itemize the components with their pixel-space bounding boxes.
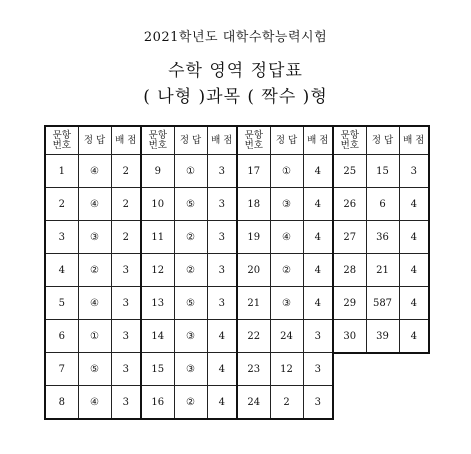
answer-block-1	[44, 125, 142, 420]
table-row	[141, 320, 237, 353]
table-row	[333, 320, 429, 354]
header-row	[141, 126, 237, 155]
points-cell: 3	[303, 386, 333, 420]
answer-cell: ②	[174, 386, 207, 420]
table-row	[237, 254, 333, 287]
answer-block-4	[332, 125, 430, 354]
table-row	[45, 254, 141, 287]
answer-cell: ②	[174, 221, 207, 254]
points-cell: 4	[399, 221, 429, 254]
answer-cell: ②	[270, 254, 303, 287]
answer-cell: ①	[174, 155, 207, 188]
question-number-cell: 21	[237, 287, 270, 320]
answer-header: 정 답	[174, 126, 207, 155]
points-cell: 3	[111, 254, 141, 287]
question-number-cell: 9	[141, 155, 174, 188]
answer-block-3	[236, 125, 334, 420]
points-cell: 3	[303, 320, 333, 353]
question-number-cell: 13	[141, 287, 174, 320]
points-header: 배 점	[207, 126, 237, 155]
header-row	[237, 126, 333, 155]
answer-block-2	[140, 125, 238, 420]
table-row	[237, 221, 333, 254]
answer-header: 정 답	[78, 126, 111, 155]
table-row	[45, 353, 141, 386]
question-number-header: 문항 번호	[141, 126, 174, 155]
answer-cell: ④	[270, 221, 303, 254]
points-cell: 4	[303, 254, 333, 287]
question-number-cell: 27	[333, 221, 366, 254]
answer-cell: 587	[366, 287, 399, 320]
question-number-cell: 8	[45, 386, 78, 420]
points-cell: 4	[207, 386, 237, 420]
question-number-header: 문항 번호	[237, 126, 270, 155]
question-number-cell: 23	[237, 353, 270, 386]
question-number-cell: 17	[237, 155, 270, 188]
question-number-cell: 22	[237, 320, 270, 353]
question-number-header: 문항 번호	[333, 126, 366, 155]
table-row	[45, 221, 141, 254]
question-number-cell: 16	[141, 386, 174, 420]
points-cell: 4	[399, 254, 429, 287]
answer-cell: ④	[78, 287, 111, 320]
table-row	[45, 320, 141, 353]
answer-header: 정 답	[366, 126, 399, 155]
answer-cell: 15	[366, 155, 399, 188]
table-row	[45, 386, 141, 420]
points-cell: 3	[207, 221, 237, 254]
points-header: 배 점	[111, 126, 141, 155]
points-cell: 3	[303, 353, 333, 386]
answer-cell: ①	[270, 155, 303, 188]
points-cell: 3	[111, 287, 141, 320]
points-header: 배 점	[303, 126, 333, 155]
question-number-cell: 15	[141, 353, 174, 386]
answer-cell: ③	[174, 353, 207, 386]
subject-type-title: ( 나형 )과목 ( 짝수 )형	[143, 87, 328, 107]
question-number-cell: 2	[45, 188, 78, 221]
question-number-cell: 1	[45, 155, 78, 188]
table-row	[237, 287, 333, 320]
answer-cell: ③	[270, 287, 303, 320]
table-row	[333, 221, 429, 254]
table-row	[141, 287, 237, 320]
answer-cell: ①	[78, 320, 111, 353]
answer-cell: ③	[174, 320, 207, 353]
answer-cell: ②	[78, 254, 111, 287]
points-header: 배 점	[399, 126, 429, 155]
question-number-cell: 12	[141, 254, 174, 287]
table-row	[237, 188, 333, 221]
exam-year-title: 2021학년도 대학수학능력시험	[143, 30, 328, 45]
table-row	[141, 155, 237, 188]
answer-cell: ②	[174, 254, 207, 287]
answer-cell: ③	[78, 221, 111, 254]
points-cell: 3	[111, 386, 141, 420]
points-cell: 4	[303, 188, 333, 221]
table-row	[333, 254, 429, 287]
points-cell: 4	[207, 353, 237, 386]
question-number-cell: 29	[333, 287, 366, 320]
question-number-cell: 10	[141, 188, 174, 221]
points-cell: 4	[303, 221, 333, 254]
table-row	[237, 353, 333, 386]
question-number-header: 문항 번호	[45, 126, 78, 155]
answer-cell: ⑤	[174, 287, 207, 320]
header-row	[45, 126, 141, 155]
points-cell: 3	[207, 155, 237, 188]
answer-cell: 2	[270, 386, 303, 420]
answer-cell: 21	[366, 254, 399, 287]
question-number-cell: 3	[45, 221, 78, 254]
table-row	[45, 287, 141, 320]
question-number-cell: 4	[45, 254, 78, 287]
question-number-cell: 20	[237, 254, 270, 287]
table-row	[237, 155, 333, 188]
question-number-cell: 30	[333, 320, 366, 354]
table-row	[237, 386, 333, 420]
points-cell: 4	[303, 155, 333, 188]
table-row	[333, 287, 429, 320]
table-row	[141, 221, 237, 254]
answer-key-title: 수학 영역 정답표	[168, 61, 303, 81]
question-number-cell: 25	[333, 155, 366, 188]
question-number-cell: 5	[45, 287, 78, 320]
answer-cell: 6	[366, 188, 399, 221]
question-number-cell: 18	[237, 188, 270, 221]
answer-cell: ④	[78, 386, 111, 420]
question-number-cell: 14	[141, 320, 174, 353]
table-row	[45, 188, 141, 221]
table-row	[45, 155, 141, 188]
answer-cell: ④	[78, 188, 111, 221]
points-cell: 3	[207, 188, 237, 221]
table-row	[141, 386, 237, 420]
answer-cell: 12	[270, 353, 303, 386]
points-cell: 2	[111, 221, 141, 254]
table-row	[237, 320, 333, 353]
table-row	[141, 254, 237, 287]
points-cell: 2	[111, 155, 141, 188]
question-number-cell: 7	[45, 353, 78, 386]
points-cell: 4	[399, 287, 429, 320]
question-number-cell: 26	[333, 188, 366, 221]
points-cell: 3	[207, 254, 237, 287]
question-number-cell: 19	[237, 221, 270, 254]
answer-cell: ③	[270, 188, 303, 221]
answer-cell: ④	[78, 155, 111, 188]
answer-cell: 39	[366, 320, 399, 354]
points-cell: 2	[111, 188, 141, 221]
points-cell: 3	[399, 155, 429, 188]
table-row	[333, 188, 429, 221]
answer-cell: ⑤	[78, 353, 111, 386]
points-cell: 4	[303, 287, 333, 320]
header-row	[333, 126, 429, 155]
points-cell: 4	[399, 320, 429, 354]
answer-cell: 24	[270, 320, 303, 353]
table-row	[333, 155, 429, 188]
answer-cell: ⑤	[174, 188, 207, 221]
question-number-cell: 28	[333, 254, 366, 287]
points-cell: 3	[207, 287, 237, 320]
points-cell: 3	[111, 353, 141, 386]
table-row	[141, 353, 237, 386]
question-number-cell: 24	[237, 386, 270, 420]
question-number-cell: 11	[141, 221, 174, 254]
points-cell: 3	[111, 320, 141, 353]
answer-cell: 36	[366, 221, 399, 254]
points-cell: 4	[399, 188, 429, 221]
question-number-cell: 6	[45, 320, 78, 353]
points-cell: 4	[207, 320, 237, 353]
table-row	[141, 188, 237, 221]
answer-header: 정 답	[270, 126, 303, 155]
